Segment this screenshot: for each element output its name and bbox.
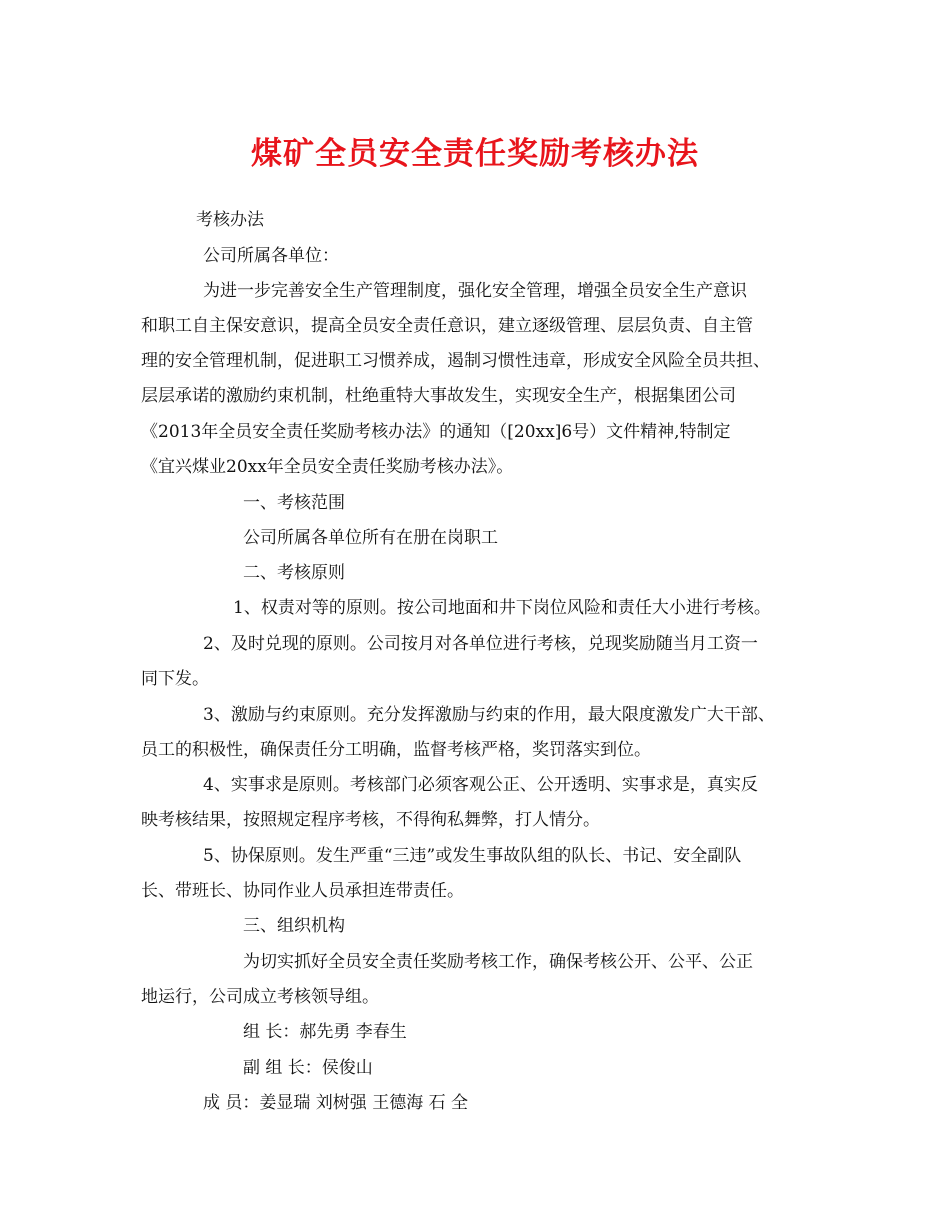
- salutation: 公司所属各单位：: [203, 246, 339, 266]
- paragraph-line: 层层承诺的激励约束机制，杜绝重特大事故发生，实现安全生产，根据集团公司: [141, 386, 736, 406]
- section-heading: 二、考核原则: [243, 563, 345, 583]
- paragraph-line: 地运行，公司成立考核领导组。: [141, 987, 379, 1007]
- list-item-continuation: 员工的积极性，确保责任分工明确，监督考核严格，奖罚落实到位。: [141, 740, 651, 760]
- list-item: 2、及时兑现的原则。公司按月对各单位进行考核，兑现奖励随当月工资一: [203, 634, 758, 654]
- paragraph-line: 公司所属各单位所有在册在岗职工: [243, 528, 498, 548]
- paragraph-line: 为进一步完善安全生产管理制度，强化安全管理，增强全员安全生产意识: [203, 281, 747, 301]
- document-title: 煤矿全员安全责任奖励考核办法: [251, 136, 699, 172]
- deputy-leader-line: 副 组 长：侯俊山: [243, 1058, 373, 1078]
- paragraph-line: 和职工自主保安意识，提高全员安全责任意识，建立逐级管理、层层负责、自主管: [141, 316, 753, 336]
- section-heading: 一、考核范围: [243, 493, 345, 513]
- group-leader-line: 组 长：郝先勇 李春生: [243, 1022, 407, 1042]
- list-item-continuation: 长、带班长、协同作业人员承担连带责任。: [141, 881, 464, 901]
- paragraph-line: 《2013年全员安全责任奖励考核办法》的通知（[20xx]6号）文件精神,特制定: [141, 422, 731, 442]
- section-heading: 三、组织机构: [243, 916, 345, 936]
- list-item-continuation: 映考核结果，按照规定程序考核，不得徇私舞弊，打人情分。: [141, 810, 600, 830]
- paragraph-line: 《宜兴煤业20xx年全员安全责任奖励考核办法》。: [141, 457, 514, 477]
- paragraph-line: 为切实抓好全员安全责任奖励考核工作，确保考核公开、公平、公正: [243, 952, 753, 972]
- list-item-continuation: 同下发。: [141, 669, 209, 689]
- list-item: 1、权责对等的原则。按公司地面和井下岗位风险和责任大小进行考核。: [233, 598, 771, 618]
- doc-heading: 考核办法: [196, 210, 264, 230]
- paragraph-line: 理的安全管理机制，促进职工习惯养成，遏制习惯性违章，形成安全风险全员共担、: [141, 351, 770, 371]
- members-line: 成 员：姜显瑞 刘树强 王德海 石 全: [203, 1093, 469, 1113]
- list-item: 3、激励与约束原则。充分发挥激励与约束的作用，最大限度激发广大干部、: [203, 705, 775, 725]
- list-item: 5、协保原则。发生严重“三违”或发生事故队组的队长、书记、安全副队: [203, 846, 742, 866]
- list-item: 4、实事求是原则。考核部门必须客观公正、公开透明、实事求是，真实反: [203, 775, 758, 795]
